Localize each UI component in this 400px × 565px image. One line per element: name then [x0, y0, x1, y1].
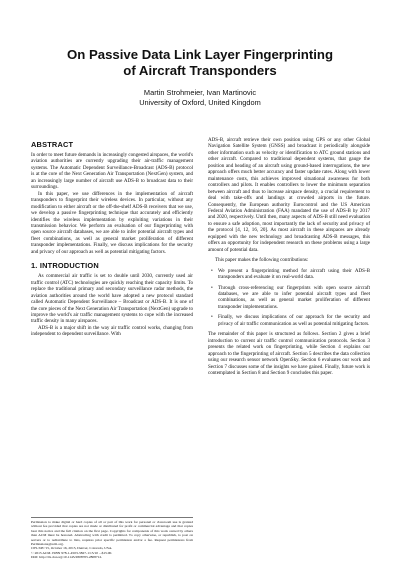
author-names: Martin Strohmeier, Ivan Martinovic	[143, 88, 257, 97]
contributions-intro: This paper makes the following contributions:	[215, 257, 309, 264]
footnote-doi: DOI: http://dx.doi.org/10.1145/2808705.2808712.	[31, 555, 103, 560]
abstract-heading: ABSTRACT	[31, 140, 74, 149]
paper-structure-paragraph: The remainder of this paper is structured as follows. Section 2 gives a brief introduction to current air traffic control communication protocols. Section 3 presents the related work on fingerprinting, while Section 4 explains our approach to the fingerprinting of aircraft. Section 5 describes the data collection using our research sensor network OpenSky. Section 6 evaluates our work and Section 7 discusses some of the insights we have gained. Finally, future work is contemplated in Section 8 and Section 9 concludes this paper.	[208, 331, 370, 376]
footnote-permission: Permission to make digital or hard copies of all or part of this work for personal or classroom use is granted without fee provided that copies are not made or distributed for profit or commercial advantage and that copies bear this notice and the full citation on the first page. Copyrights for components of this work owned by others than ACM must be honored. Abstracting with credit is permitted. To copy otherwise, or republish, to post on servers or to redistribute to lists, requires prior specific permission and/or a fee. Request permissions from Permissions@acm.org.	[31, 520, 193, 547]
left-column	[31, 137, 193, 338]
abstract-paragraph-2: In this paper, we use differences in the implementation of aircraft transponders to fingerprint their wireless devices. In particular, without any modification to either aircraft or the off-the-shelf ADS-B receivers that we use, we develop a passive fingerprinting technique that accurately and efficiently identifies the wireless implementation by exploiting variations in their transmission behavior. We perform an evaluation of our fingerprinting with open source aircraft databases, we are able to infer potential aircraft types and fleet combinations, as well as general market proliferation of different transponder implementations. Finally, we discuss implications for the security and privacy of our approach as well as potential mitigating factors.	[31, 190, 193, 255]
contribution-item: • Finally, we discuss implications of our approach for the security and privacy of air traffic communication as well as potential mitigating factors.	[218, 314, 370, 327]
introduction-heading: 1. INTRODUCTION	[31, 261, 99, 271]
footnote-isbn: © 2015 ACM. ISBN 978-1-4503-3827-1/15/10 ...$15.00.	[31, 550, 113, 555]
contribution-item: • We present a fingerprinting method for aircraft using their ADS-B transponders and evaluate it on real-world data.	[218, 268, 370, 281]
author-block	[20, 88, 380, 107]
contributions-list	[208, 268, 370, 328]
author-affiliation: University of Oxford, United Kingdom	[139, 97, 261, 107]
introduction-paragraph-1: As commercial air traffic is set to double until 2030, currently used air traffic control (ATC) technologies are quickly reaching their capacity limits. To replace the traditional primary and secondary surveillance radar methods, the aviation authorities around the world have adopted a new protocol standard called Automatic Dependent Surveillance – Broadcast or ADS-B. It is one of the core pieces of the Next Generation Air Transportation (NextGen) upgrade to improve the world's air traffic management systems to cope with the increased traffic density in many airspaces.	[31, 273, 193, 325]
footnote-conference: CPS-SPC'15, October 16, 2015, Denver, Colorado, USA.	[31, 546, 113, 551]
introduction-paragraph-3: ADS-B, aircraft retrieve their own position using GPS or any other Global Navigation Satellite System (GNSS) and broadcast it periodically alongside other information such as velocity or identification to ATC ground stations and other aircraft. Compared to traditional dependent systems, that gauge the position and heading of an aircraft using ground-based interrogations, the new approach offers much better accuracy and faster update rates. Along with lower maintenance costs, this achieves improved situational awareness for both controllers and pilots. It enables controllers to lower the minimum separation between aircraft and thus to increase airspace density, a crucial requirement to deal with take-offs and landings at crowded airports in the future. Consequently, the European authority Eurocontrol and the US American Federal Aviation Administration (FAA) mandated the use of ADS-B by 2017 and 2020, respectively. Until then, many aspects of ADS-B still need evaluation to ensure a safe adoption, most importantly the lack of security and privacy of the protocol [4, 12, 16, 20]. As most aircraft in these airspaces are already equipped with the new technology and broadcasting ADS-B messages, this offers an opportunity for independent research on these problems using a large amount of potential data.	[208, 137, 370, 253]
copyright-footnote	[31, 517, 193, 560]
right-column	[208, 137, 370, 376]
paper-title	[20, 47, 380, 79]
introduction-paragraph-2: ADS-B is a major shift in the way air traffic control works, changing from independent to dependent surveillance. With	[31, 324, 193, 338]
contribution-item: • Through cross-referencing our fingerprints with open source aircraft databases, we are able to infer potential aircraft types and fleet combinations, as well as general market proliferation of different transponder implementations.	[218, 285, 370, 311]
title-line-2: of Aircraft Transponders	[123, 63, 277, 78]
title-line-1: On Passive Data Link Layer Fingerprinting	[66, 47, 334, 62]
abstract-paragraph-1: In order to meet future demands in increasingly congested airspaces, the world's aviation authorities are currently upgrading their air-traffic management systems. The Automatic Dependent Surveillance-Broadcast (ADS-B) protocol is at the core of the Next Generation Air Transportation (NextGen) system, and an increasingly large number of aircraft use ADS-B to broadcast data to their surroundings.	[31, 152, 193, 191]
